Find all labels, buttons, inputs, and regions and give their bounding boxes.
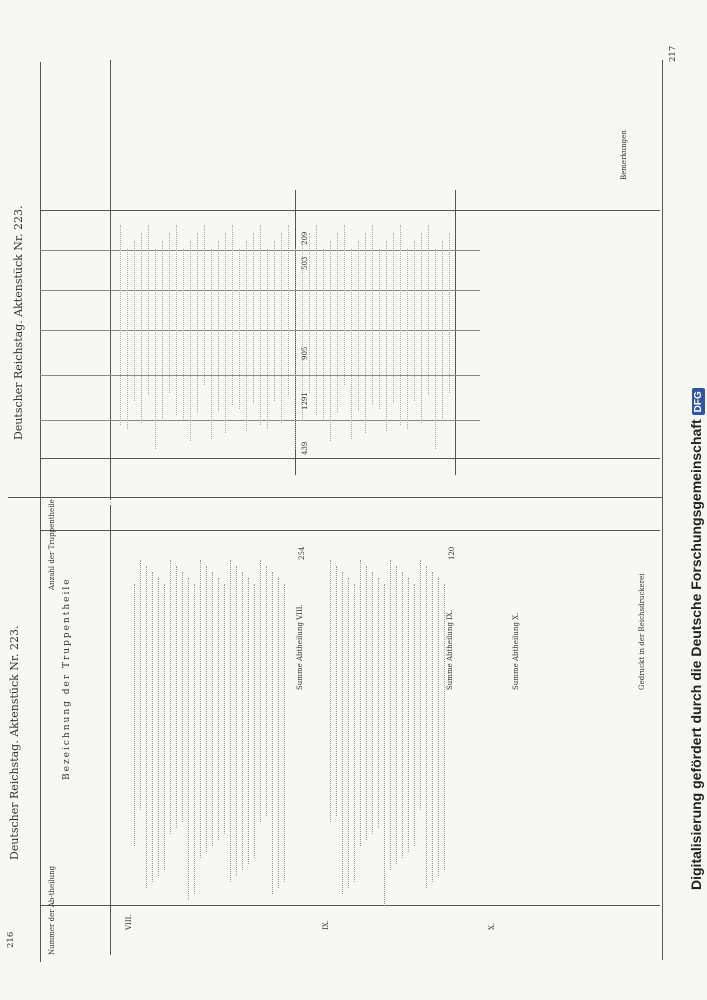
entry-leader-line [188, 578, 190, 900]
page-header-left: Deutscher Reichstag. Aktenstück Nr. 223. [8, 625, 21, 860]
entry-leader-line [384, 584, 386, 906]
entry-leader-line [146, 566, 148, 888]
group-summary-viii: Summe Abtheilung VIII. [296, 604, 304, 690]
right-entry-leader-line [246, 241, 248, 431]
right-entry-leader-line [358, 241, 360, 411]
right-entry-leader-line [281, 233, 283, 423]
page-header-right: Deutscher Reichstag. Aktenstück Nr. 223. [12, 205, 25, 440]
table-col-rule-2 [40, 530, 660, 531]
entry-leader-line [140, 560, 142, 810]
bemerkungen-header: Bemerkungen [620, 130, 628, 180]
entry-leader-line [158, 578, 160, 876]
entry-leader-line [236, 566, 238, 876]
section-title: Bezeichnung der Truppentheile [62, 577, 72, 780]
right-entry-leader-line [351, 249, 353, 439]
left-margin-rule [40, 62, 41, 962]
entry-leader-line [360, 560, 362, 846]
entry-leader-line [242, 572, 244, 870]
entry-leader-line [134, 584, 136, 846]
entry-leader-line [342, 572, 344, 894]
group-label-ix: IX. [322, 920, 330, 930]
table-row-rule-1 [110, 505, 111, 955]
entry-leader-line [254, 584, 256, 858]
entry-leader-line [200, 560, 202, 858]
right-entry-leader-line [379, 249, 381, 409]
entry-leader-line [420, 560, 422, 810]
right-entry-leader-line [211, 249, 213, 439]
printer-note: Gedruckt in der Reichsdruckerei [638, 573, 646, 690]
right-total-1: 1291 [301, 392, 309, 410]
entry-leader-line [372, 572, 374, 834]
entry-leader-line [176, 566, 178, 828]
group-total-ix: 120 [448, 546, 456, 560]
right-table-rule-1 [40, 210, 660, 211]
right-entry-leader-line [120, 225, 122, 425]
entry-leader-line [438, 578, 440, 876]
right-entry-leader-line [400, 225, 402, 425]
entry-leader-line [272, 572, 274, 894]
entry-leader-line [426, 566, 428, 888]
right-entry-leader-line [190, 241, 192, 441]
right-total-0: 439 [301, 441, 309, 455]
right-entry-leader-line [176, 225, 178, 415]
entry-leader-line [366, 566, 368, 840]
right-entry-leader-line [393, 233, 395, 403]
group-summary-ix: Summe Abtheilung IX. [446, 609, 454, 690]
right-entry-leader-line [148, 225, 150, 395]
entry-leader-line [278, 578, 280, 888]
entry-leader-line [164, 584, 166, 870]
right-entry-leader-line [155, 249, 157, 449]
watermark-text: Digitalisierung gefördert durch die Deutsche Forschungsgemeinschaft [688, 419, 704, 890]
page-number-left: 216 [6, 931, 16, 948]
right-entry-leader-line [197, 233, 199, 413]
right-entry-leader-line [239, 249, 241, 409]
col-header-anzahl: Anzahl der Truppentheile [48, 499, 56, 590]
right-entry-leader-line [435, 249, 437, 449]
right-entry-leader-line [414, 241, 416, 401]
entry-leader-line [212, 572, 214, 846]
entry-leader-line [432, 572, 434, 882]
right-entry-leader-line [442, 241, 444, 421]
right-entry-leader-line [218, 241, 220, 411]
right-entry-leader-line [225, 233, 227, 433]
entry-leader-line [170, 560, 172, 834]
right-total-5: 503 [301, 256, 309, 270]
entry-leader-line [284, 584, 286, 882]
right-entry-leader-line [162, 241, 164, 421]
entry-leader-line [390, 560, 392, 870]
right-entry-leader-line [267, 249, 269, 429]
table-col-rule-1 [40, 905, 660, 906]
right-table-rule-2 [40, 458, 660, 459]
right-entry-leader-line [141, 233, 143, 423]
right-margin-rule [662, 60, 663, 960]
right-entry-leader-line [232, 225, 234, 405]
right-entry-leader-line [449, 233, 451, 393]
right-entry-leader-line [316, 225, 318, 415]
right-entry-leader-line [134, 241, 136, 401]
col-header-abtheilung: Nummer der Ab-theilung [48, 865, 56, 955]
right-total-2: 905 [301, 346, 309, 360]
dfg-badge: DFG [692, 388, 705, 415]
entry-leader-line [248, 578, 250, 864]
entry-leader-line [402, 572, 404, 858]
page-number-right: 217 [668, 45, 678, 62]
entry-leader-line [260, 560, 262, 822]
right-entry-leader-line [337, 233, 339, 413]
right-entry-leader-line [428, 225, 430, 395]
entry-leader-line [354, 584, 356, 882]
right-entry-leader-line [365, 233, 367, 433]
entry-leader-line [444, 584, 446, 870]
entry-leader-line [396, 566, 398, 864]
right-entry-leader-line [169, 233, 171, 393]
right-entry-leader-line [260, 225, 262, 425]
right-entry-leader-line [386, 241, 388, 431]
group-label-x: X. [488, 922, 496, 930]
right-total-6: 209 [301, 231, 309, 245]
group-label-viii: VIII. [125, 914, 133, 930]
right-entry-leader-line [253, 233, 255, 403]
entry-leader-line [408, 578, 410, 852]
entry-leader-line [266, 566, 268, 816]
entry-leader-line [194, 584, 196, 894]
right-entry-leader-line [372, 225, 374, 405]
right-header-rule [110, 60, 111, 500]
group-total-viii: 254 [298, 546, 306, 560]
right-subtotal-rule-2 [455, 190, 456, 475]
right-entry-leader-line [407, 249, 409, 429]
right-entry-leader-line [295, 249, 297, 449]
entry-leader-line [218, 578, 220, 840]
right-entry-leader-line [344, 225, 346, 385]
right-entry-leader-line [204, 225, 206, 385]
entry-leader-line [348, 578, 350, 888]
entry-leader-line [230, 560, 232, 882]
group-summary-x: Summe Abtheilung X. [512, 612, 520, 690]
entry-leader-line [206, 566, 208, 852]
page-fold-rule [8, 497, 663, 498]
entry-leader-line [378, 578, 380, 828]
right-entry-leader-line [309, 233, 311, 393]
right-entry-leader-line [323, 249, 325, 419]
dfg-watermark [688, 388, 705, 890]
right-entry-leader-line [330, 241, 332, 441]
right-entry-leader-line [288, 225, 290, 395]
right-entry-leader-line [274, 241, 276, 401]
entry-leader-line [414, 584, 416, 846]
entry-leader-line [182, 572, 184, 822]
entry-leader-line [330, 560, 332, 822]
right-entry-leader-line [127, 249, 129, 429]
right-entry-leader-line [183, 249, 185, 419]
entry-leader-line [224, 584, 226, 834]
entry-leader-line [336, 566, 338, 816]
entry-leader-line [152, 572, 154, 882]
right-entry-leader-line [421, 233, 423, 423]
